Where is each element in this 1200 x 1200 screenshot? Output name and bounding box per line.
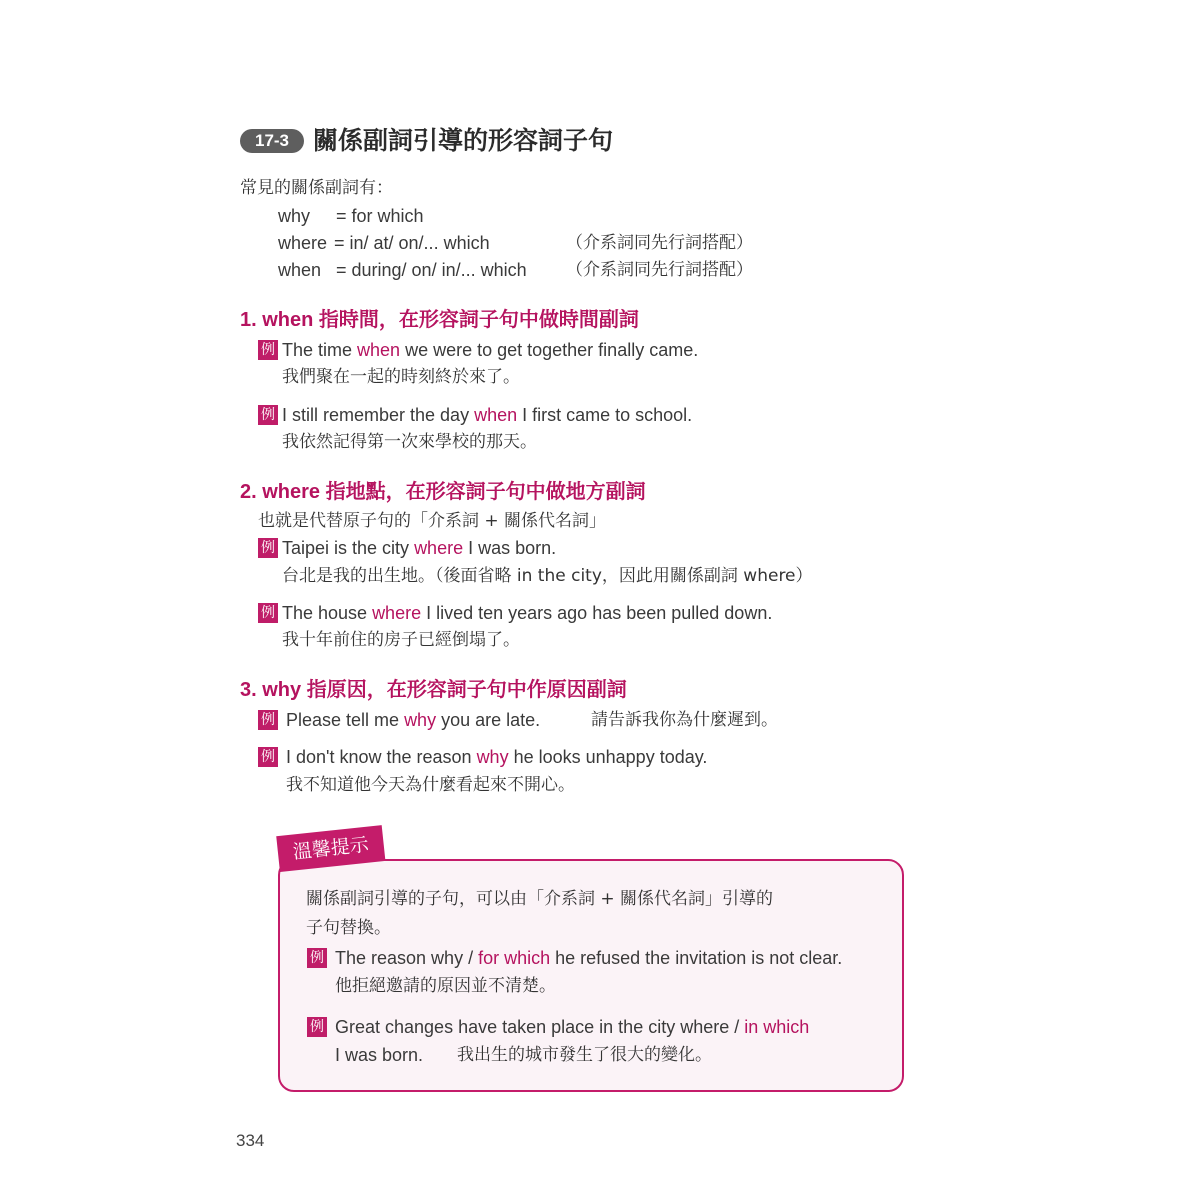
example-marker: 例	[258, 538, 278, 558]
example-marker: 例	[258, 710, 278, 730]
tip-text-line2: 子句替換。	[306, 918, 391, 938]
example-translation: 我依然記得第一次來學校的那天。	[282, 432, 537, 452]
example-translation: 我們聚在一起的時刻終於來了。	[282, 367, 520, 387]
example-marker: 例	[258, 747, 278, 767]
section-note: 也就是代替原子句的「介系詞 + 關係代名詞」	[258, 511, 607, 531]
tip-example-sentence: Great changes have taken place in the city where / in which	[335, 1017, 810, 1037]
intro-lead: 常見的關係副詞有：	[240, 178, 393, 198]
example-sentence: I don't know the reason why he looks unhappy today.	[286, 747, 708, 767]
example-marker: 例	[258, 340, 278, 360]
intro-note-when: （介系詞同先行詞搭配）	[566, 260, 753, 280]
section-heading-when: 1. when 指時間，在形容詞子句中做時間副詞	[240, 309, 639, 331]
example-marker: 例	[258, 405, 278, 425]
example-translation: 請告訴我你為什麼遲到。	[591, 710, 778, 730]
example-marker: 例	[307, 948, 327, 968]
page-title: 關係副詞引導的形容詞子句	[313, 127, 614, 155]
example-sentence: The house where I lived ten years ago has been pulled down.	[282, 603, 773, 623]
example-marker: 例	[258, 603, 278, 623]
tip-example-translation: 他拒絕邀請的原因並不清楚。	[335, 976, 556, 996]
example-translation: 台北是我的出生地。（後面省略 in the city，因此用關係副詞 where）	[282, 566, 813, 586]
intro-word-when: when	[278, 260, 322, 280]
tip-example-sentence-cont: I was born.	[335, 1045, 424, 1065]
section-heading-why: 3. why 指原因，在形容詞子句中作原因副詞	[240, 679, 627, 701]
intro-equals-where: = in/ at/ on/... which	[334, 233, 490, 253]
intro-equals-why: = for which	[336, 206, 424, 226]
tip-example-sentence: The reason why / for which he refused the invitation is not clear.	[335, 948, 843, 968]
example-sentence: Please tell me why you are late.	[286, 710, 541, 730]
example-translation: 我不知道他今天為什麼看起來不開心。	[286, 775, 575, 795]
tip-label: 溫馨提示	[276, 825, 385, 872]
example-sentence: I still remember the day when I first came to school.	[282, 405, 693, 425]
section-heading-where: 2. where 指地點，在形容詞子句中做地方副詞	[240, 481, 646, 503]
page-number: 334	[236, 1131, 265, 1150]
tip-example-translation: 我出生的城市發生了很大的變化。	[457, 1045, 712, 1065]
intro-word-where: where	[278, 233, 328, 253]
section-badge: 17-3	[240, 129, 304, 153]
example-sentence: The time when we were to get together finally came.	[282, 340, 699, 360]
intro-equals-when: = during/ on/ in/... which	[336, 260, 527, 280]
example-sentence: Taipei is the city where I was born.	[282, 538, 557, 558]
intro-note-where: （介系詞同先行詞搭配）	[566, 233, 753, 253]
example-translation: 我十年前住的房子已經倒塌了。	[282, 630, 520, 650]
tip-text-line1: 關係副詞引導的子句，可以由「介系詞 + 關係代名詞」引導的	[306, 889, 774, 909]
intro-word-why: why	[278, 206, 311, 226]
example-marker: 例	[307, 1017, 327, 1037]
